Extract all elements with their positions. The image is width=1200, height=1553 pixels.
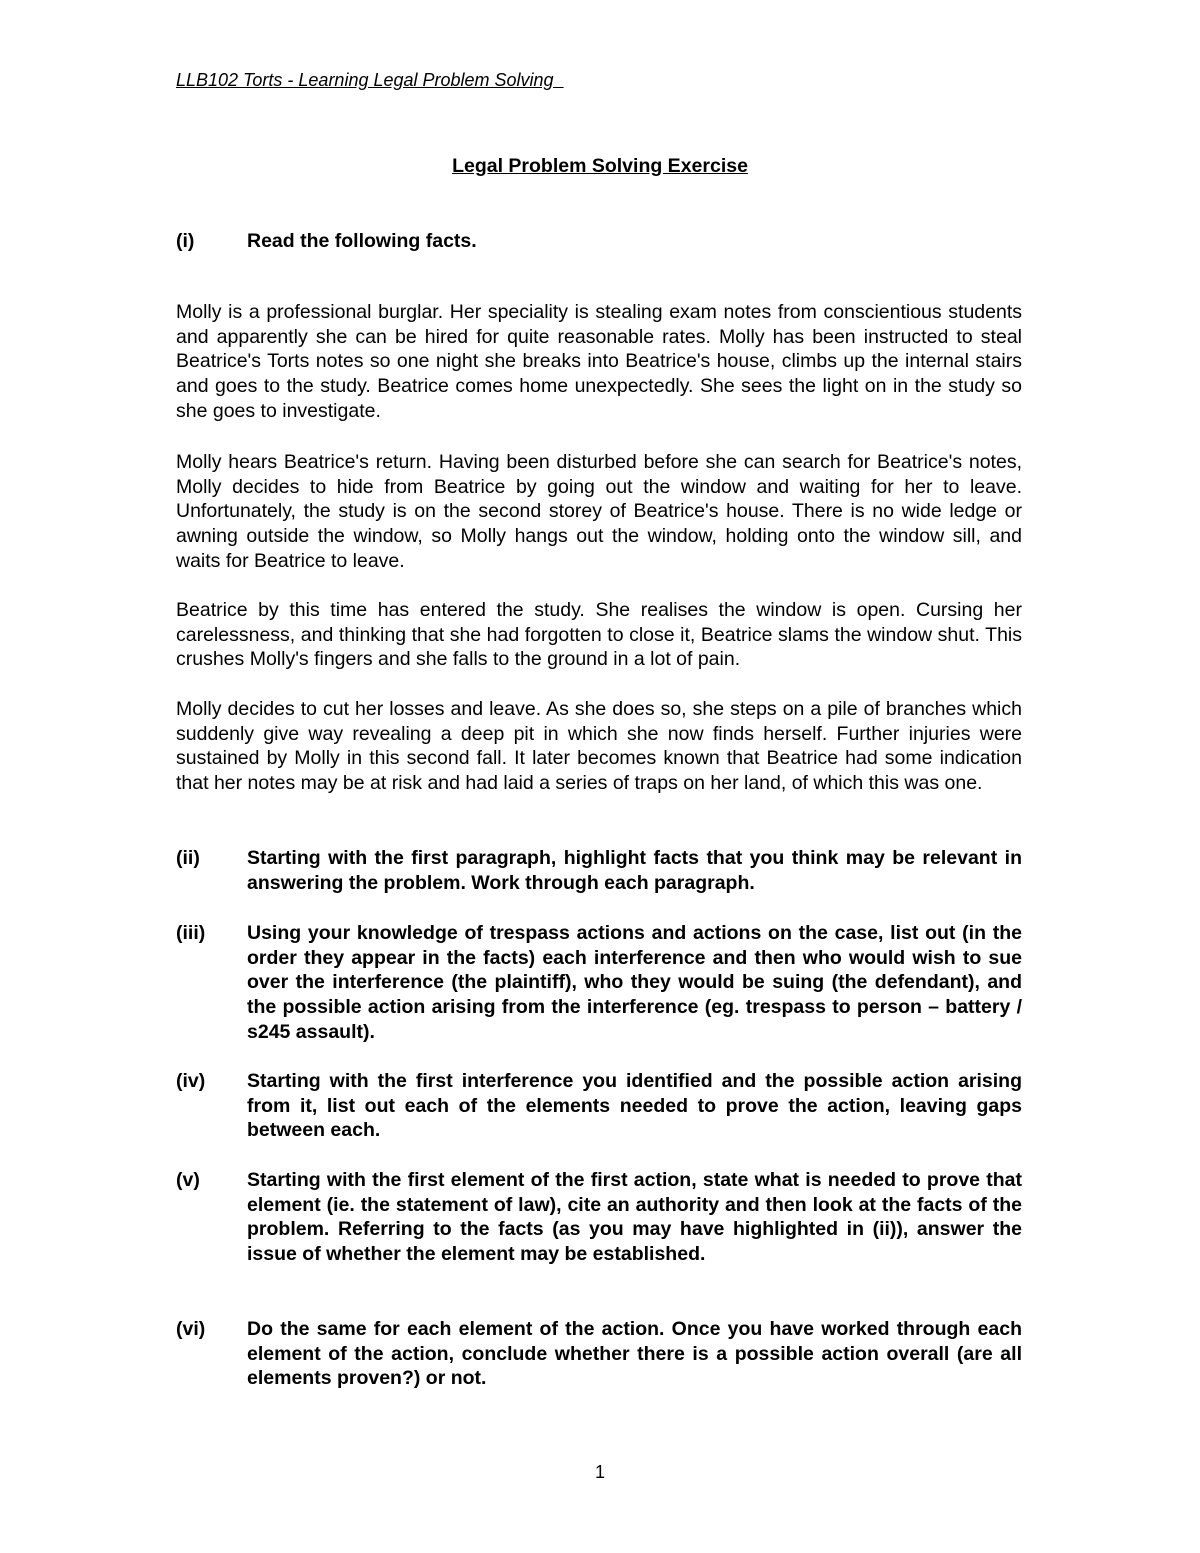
step-text: Do the same for each element of the action. Once you have worked through each element of the action, conclude whether there is a possible action overall (are all elements proven?) or not. xyxy=(247,1318,1022,1390)
facts-paragraph-4: Molly decides to cut her losses and leave. As she does so, she steps on a pile of branches which suddenly give way revealing a deep pit in which she now finds herself. Further injuries were sustained by Molly in this second fall. It later becomes known that Beatrice had some indication that her notes may be at risk and had laid a series of traps on her land, of which this was one. xyxy=(176,698,1022,795)
step-text: Read the following facts. xyxy=(247,230,477,252)
page-number: 1 xyxy=(594,1462,605,1482)
page-title: Legal Problem Solving Exercise xyxy=(452,155,748,177)
step-vi xyxy=(176,1317,1022,1391)
step-text: Starting with the first element of the first action, state what is needed to prove that element (ie. the statement of law), cite an authority and then look at the facts of the problem. Referring to the facts (as you may have highlighted in (ii)), answer the issue of whether the element may be established. xyxy=(247,1169,1022,1266)
facts-paragraph-1: Molly is a professional burglar. Her speciality is stealing exam notes from conscientious students and apparently she can be hired for quite reasonable rates. Molly has been instructed to steal Beatrice's Torts notes so one night she breaks into Beatrice's house, climbs up the internal stairs and goes to the study. Beatrice comes home unexpectedly. She sees the light on in the study so she goes to investigate. xyxy=(176,301,1022,422)
step-number: (i) xyxy=(176,230,195,252)
step-v xyxy=(176,1168,1022,1267)
step-number: (iii) xyxy=(176,922,206,944)
step-iv xyxy=(176,1069,1022,1143)
facts-paragraph-3: Beatrice by this time has entered the study. She realises the window is open. Cursing her carelessness, and thinking that she had forgotten to close it, Beatrice slams the window shut. This crushes Molly's fingers and she falls to the ground in a lot of pain. xyxy=(176,599,1022,671)
step-i xyxy=(176,229,1022,254)
facts-paragraph-2: Molly hears Beatrice's return. Having been disturbed before she can search for Beatrice's notes, Molly decides to hide from Beatrice by going out the window and waiting for her to leave. Unfortunately, the study is on the second storey of Beatrice's house. There is no wide ledge or awning outside the window, so Molly hangs out the window, holding onto the window sill, and waits for Beatrice to leave. xyxy=(176,451,1022,572)
step-text: Starting with the first paragraph, highlight facts that you think may be relevant in answering the problem. Work through each paragraph. xyxy=(247,847,1022,894)
running-header: LLB102 Torts - Learning Legal Problem Solving xyxy=(176,70,564,90)
step-number: (iv) xyxy=(176,1070,206,1092)
step-number: (v) xyxy=(176,1169,200,1191)
step-iii xyxy=(176,921,1022,1045)
step-text: Using your knowledge of trespass actions and actions on the case, list out (in the order they appear in the facts) each interference and then who would wish to sue over the interference (the plaintiff), who they would be suing (the defendant), and the possible action arising from the interference (eg. trespass to person – battery / s245 assault). xyxy=(247,922,1022,1043)
step-text: Starting with the first interference you identified and the possible action arising from it, list out each of the elements needed to prove the action, leaving gaps between each. xyxy=(247,1070,1022,1142)
step-ii xyxy=(176,846,1022,895)
step-number: (ii) xyxy=(176,847,200,869)
step-number: (vi) xyxy=(176,1318,206,1340)
